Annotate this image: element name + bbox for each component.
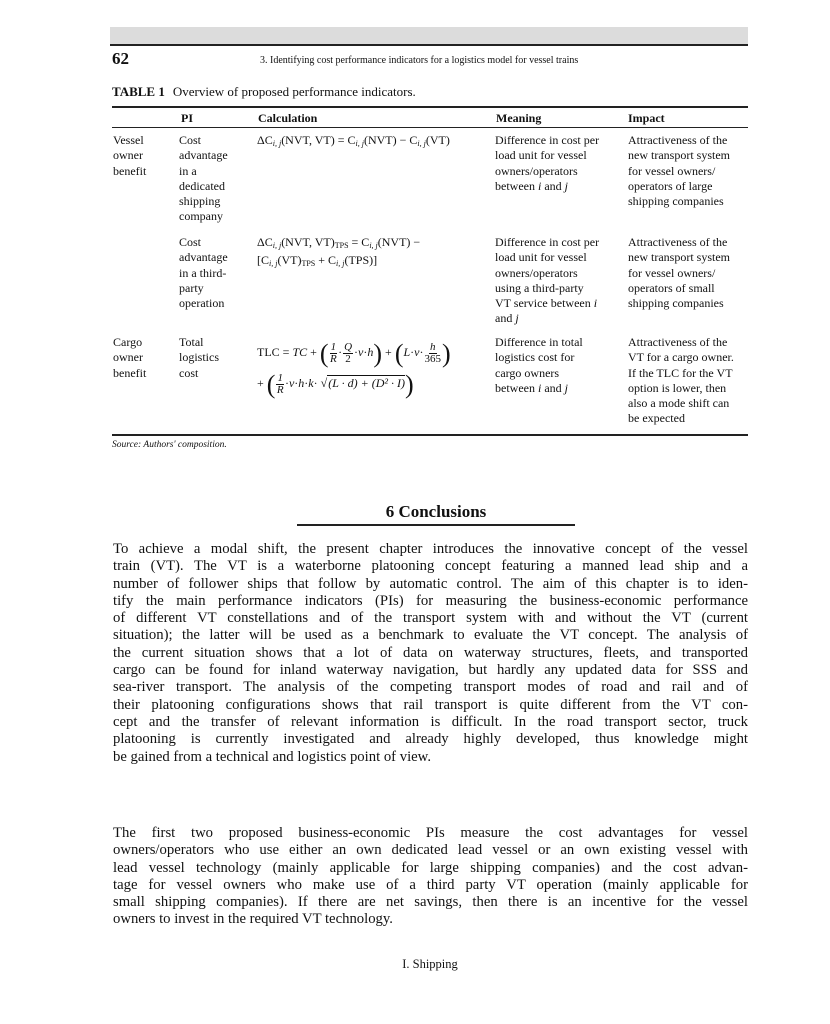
paragraph-line: cargo can be found for inland waterway navigation, but hardly any updated data for SSS and bbox=[113, 662, 748, 679]
cell-group: Cargo owner benefit bbox=[113, 335, 147, 380]
formula-text: · bbox=[410, 345, 415, 359]
formula-var: L bbox=[403, 345, 411, 359]
formula-text: + bbox=[382, 345, 395, 359]
formula-text: + bbox=[257, 376, 267, 390]
left-paren: ( bbox=[319, 338, 329, 368]
formula-text: ΔC bbox=[257, 235, 273, 249]
formula-subscript: i, j bbox=[272, 241, 282, 250]
table-bottom-rule bbox=[112, 434, 748, 436]
right-paren: ) bbox=[373, 338, 383, 368]
table-header-rule bbox=[112, 127, 748, 128]
paragraph-line: To achieve a modal shift, the present chapter introduces the innovative concept of the vessel bbox=[113, 541, 748, 557]
table-caption-text: Overview of proposed performance indicators. bbox=[172, 84, 416, 99]
formula-text: = C bbox=[348, 235, 370, 249]
cell-pi: Total logistics cost bbox=[179, 335, 220, 380]
table-caption bbox=[112, 84, 416, 100]
formula-text: (NVT) − bbox=[377, 235, 421, 249]
formula-var: v bbox=[288, 376, 295, 390]
right-paren: ) bbox=[405, 369, 414, 399]
formula-text: (VT) bbox=[277, 253, 302, 267]
formula-subscript: i, j bbox=[336, 259, 345, 268]
denominator: R bbox=[329, 352, 337, 365]
left-paren: ( bbox=[394, 338, 404, 368]
cell-meaning: Difference in total logistics cost for cargo owners between i and j bbox=[495, 335, 583, 395]
formula-text: + bbox=[307, 345, 320, 359]
right-paren: ) bbox=[442, 338, 451, 368]
formula-text: · bbox=[338, 345, 343, 359]
formula-text: · bbox=[284, 376, 289, 390]
header-band bbox=[110, 27, 748, 44]
formula-subscript: i, j bbox=[272, 139, 282, 148]
cell-meaning: Difference in cost per load unit for vessel owners/operators between i and j bbox=[495, 133, 600, 193]
fraction bbox=[343, 342, 353, 365]
section-heading: 6 Conclusions bbox=[385, 502, 487, 521]
numerator: 1 bbox=[330, 340, 337, 353]
formula-subscript: TPS bbox=[301, 259, 316, 268]
cell-impact: Attractiveness of the new transport system for vessel owners/ operators of small shipping companies bbox=[628, 235, 730, 311]
formula-text: (VT) bbox=[425, 133, 450, 147]
formula-subscript: TPS bbox=[334, 241, 349, 250]
denominator: R bbox=[276, 383, 284, 396]
formula-text: ΔC bbox=[257, 133, 273, 147]
formula-text: · bbox=[294, 376, 299, 390]
cell-pi: Cost advantage in a dedicated shipping company bbox=[179, 133, 228, 224]
paragraph-1 bbox=[113, 541, 748, 766]
formula-text: (NVT, VT) = C bbox=[281, 133, 356, 147]
formula-text: TLC = bbox=[257, 345, 293, 359]
formula-subscript: i, j bbox=[417, 139, 426, 148]
numerator: Q bbox=[344, 340, 353, 353]
col-header-calculation: Calculation bbox=[258, 111, 318, 125]
page-footer: I. Shipping bbox=[402, 957, 458, 971]
numerator: h bbox=[430, 340, 436, 353]
formula-text: · bbox=[354, 345, 359, 359]
formula-text: (NVT) − C bbox=[363, 133, 418, 147]
paragraph-line: platooning is currently investigated and already highly developed, thus knowledge might bbox=[113, 731, 748, 748]
cell-meaning: Difference in cost per load unit for vessel owners/operators using a third-party VT service between i and j bbox=[495, 235, 600, 326]
fraction bbox=[276, 373, 284, 396]
paragraph-line: of different VT constellations and of the transport system with and without the VT (current bbox=[113, 610, 748, 627]
formula-subscript: i, j bbox=[369, 241, 378, 250]
section-heading-rule bbox=[297, 524, 575, 526]
cell-pi: Cost advantage in a third- party operation bbox=[179, 235, 228, 311]
col-header-pi: PI bbox=[181, 111, 193, 125]
denominator: 2 bbox=[345, 352, 351, 365]
paragraph-2 bbox=[113, 825, 748, 929]
paragraph-line: cept and the transfer of relevant information is difficult. In the road transport sector, truck bbox=[113, 713, 748, 730]
formula-var: h bbox=[298, 376, 305, 390]
formula-subscript: i, j bbox=[269, 259, 278, 268]
formula bbox=[257, 235, 420, 271]
paragraph-line: be gained from a technical and logistics point of view. bbox=[113, 748, 431, 765]
formula-text: [C bbox=[257, 253, 269, 267]
paragraph-line: tify the main performance indicators (PIs) for measuring the business-economic performance bbox=[113, 592, 748, 609]
paragraph-line: number of follower ships that follow by automatic control. The aim of this chapter is to iden- bbox=[113, 575, 748, 592]
paragraph-line: lead vessel technology (mainly applicable for large shipping companies) and the cost advan- bbox=[113, 859, 748, 876]
formula-subscript: i, j bbox=[355, 139, 364, 148]
fraction bbox=[425, 342, 442, 365]
table-top-rule bbox=[112, 106, 748, 108]
denominator: 365 bbox=[424, 352, 441, 365]
formula-var: k bbox=[308, 376, 314, 390]
col-header-impact: Impact bbox=[628, 111, 665, 125]
left-paren: ( bbox=[266, 369, 276, 399]
cell-impact: Attractiveness of the VT for a cargo owner. If the TLC for the VT option is lower, then also a mode shift can be expected bbox=[628, 335, 734, 426]
paragraph-line: sea-river transport. The analysis of the competing transport modes of road and rail and of bbox=[113, 679, 748, 696]
paragraph-line: their platooning configurations shows that rail transport is quite different from the VT con- bbox=[113, 696, 748, 713]
paragraph-line: The first two proposed business-economic PIs measure the cost advantages for vessel bbox=[113, 825, 748, 841]
formula-text: · bbox=[419, 345, 424, 359]
page-number: 62 bbox=[112, 49, 129, 68]
header-rule bbox=[110, 44, 748, 46]
formula-text: · bbox=[304, 376, 309, 390]
paragraph-line: situation); the latter will be used as a benchmark to evaluate the VT concept. The analysis of bbox=[113, 627, 748, 644]
formula-var: TC bbox=[292, 345, 308, 359]
paragraph-line: owners to invest in the required VT technology. bbox=[113, 911, 393, 928]
formula-text: · √ bbox=[313, 376, 328, 390]
paragraph-line: owners/operators who use either an own dedicated lead vessel or an own existing vessel with bbox=[113, 842, 748, 859]
formula-text: + C bbox=[315, 253, 337, 267]
paragraph-line: the current situation shows that a lot of data on waterway structures, fleets, and transported bbox=[113, 644, 748, 661]
formula-var: v bbox=[414, 345, 420, 359]
formula-text: (NVT, VT) bbox=[281, 235, 335, 249]
formula-var: v bbox=[358, 345, 364, 359]
table-label: TABLE 1 bbox=[112, 84, 165, 99]
cell-group: Vessel owner benefit bbox=[113, 133, 147, 178]
table-source: Source: Authors' composition. bbox=[112, 440, 227, 450]
cell-impact: Attractiveness of the new transport system for vessel owners/ operators of large shipping companies bbox=[628, 133, 730, 209]
fraction bbox=[330, 342, 338, 365]
running-head: 3. Identifying cost performance indicators for a logistics model for vessel trains bbox=[260, 55, 579, 66]
numerator: 1 bbox=[277, 371, 283, 384]
paragraph-line: train (VT). The VT is a waterborne platooning concept featuring a manned lead ship and a bbox=[113, 558, 748, 575]
paragraph-line: tage for vessel owners who make use of a third party VT operation (mainly applicable for bbox=[113, 876, 748, 893]
formula-text: · bbox=[363, 345, 368, 359]
formula-var: h bbox=[367, 345, 374, 359]
col-header-meaning: Meaning bbox=[496, 111, 542, 125]
paragraph-line: small shipping companies). If there are net savings, then there is an incentive for the vessel bbox=[113, 894, 748, 911]
square-root: (L · d) + (D² · I) bbox=[328, 376, 406, 390]
formula bbox=[257, 337, 451, 399]
formula bbox=[257, 133, 450, 151]
formula-text: (TPS)] bbox=[344, 253, 378, 267]
